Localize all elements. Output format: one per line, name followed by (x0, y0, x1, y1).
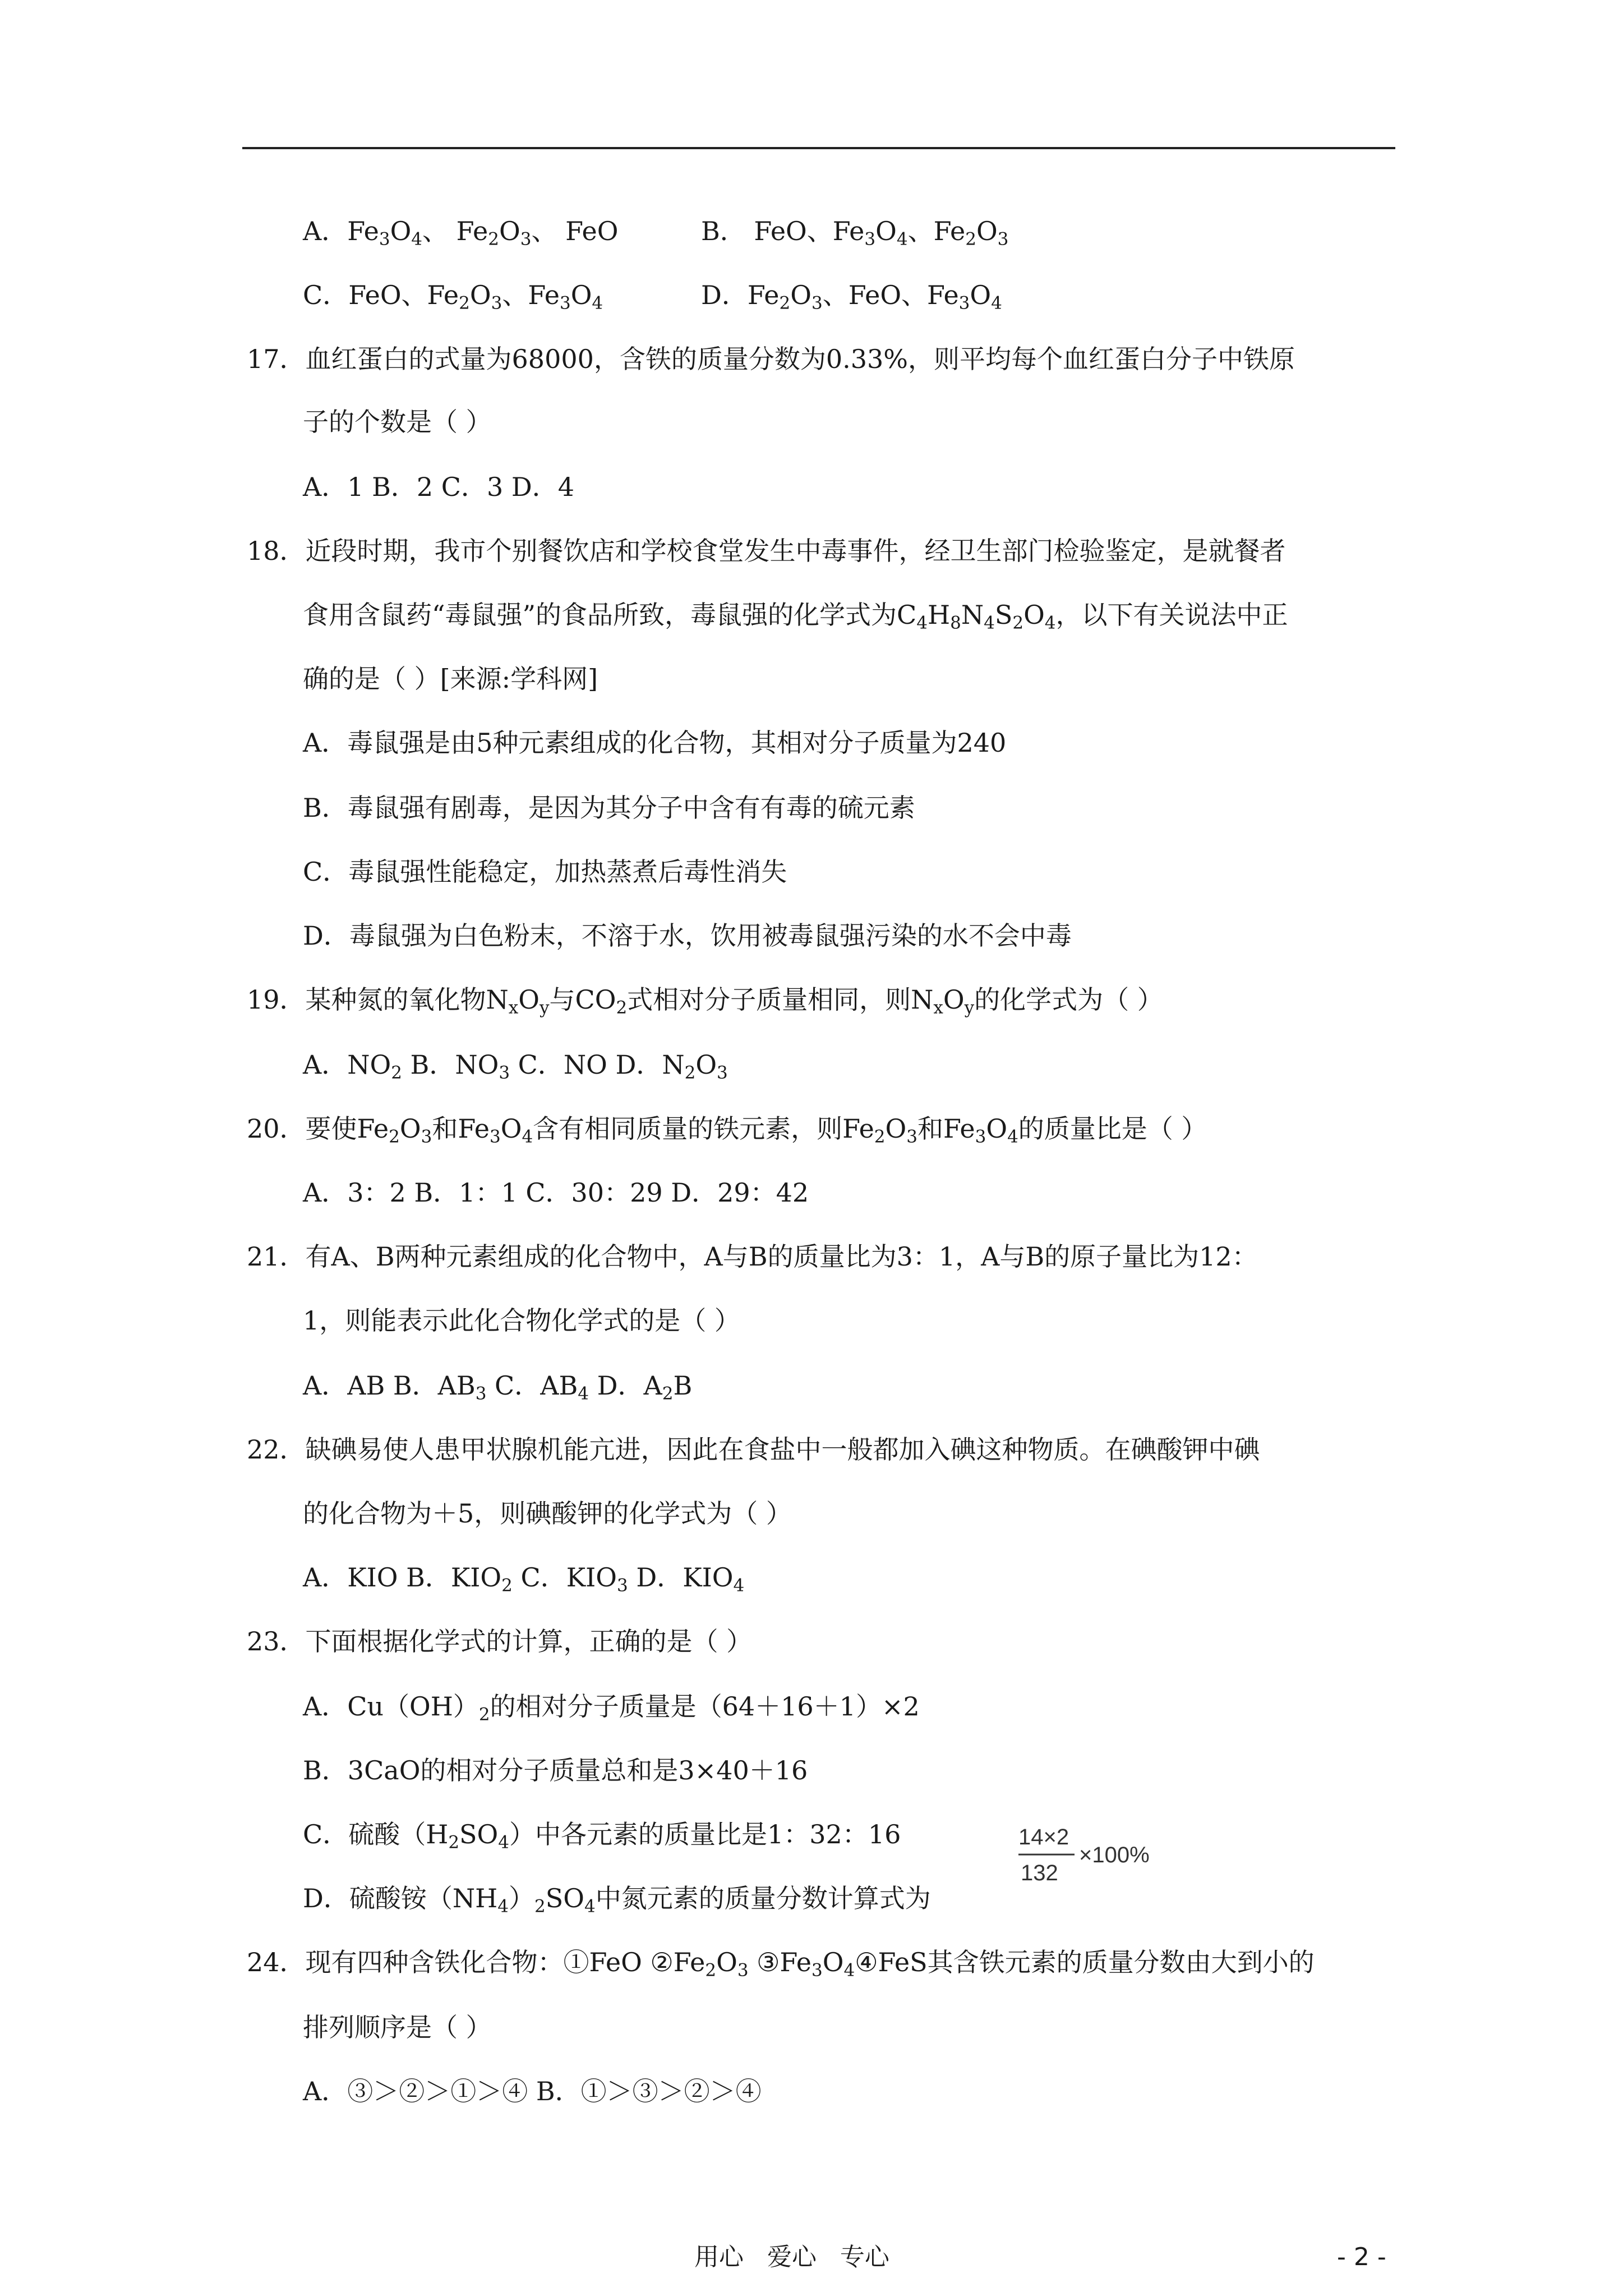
subscript: 3 (958, 293, 970, 314)
page-number: - 2 - (1337, 2243, 1386, 2271)
options-24: A．③＞②＞①＞④ B．①＞③＞②＞④ (303, 2076, 762, 2106)
subscript: 4 (584, 1896, 596, 1917)
subscript: 2 (459, 293, 470, 314)
question-17-cont: 子的个数是（ ） (303, 407, 492, 437)
option-18a: A．毒鼠强是由5种元素组成的化合物，其相对分子质量为240 (303, 728, 1007, 758)
subscript: 3 (559, 293, 571, 314)
formula-numerator: 14×2 (1018, 1825, 1069, 1849)
subscript: 4 (498, 1832, 510, 1853)
subscript: 2 (684, 1062, 696, 1083)
option-23d: D．硫酸铵$(NH_4)_2SO_4$中氮元素的质量分数计算式为 (303, 1883, 931, 1917)
subscript: 4 (843, 1960, 855, 1981)
question-23: 23．下面根据化学式的计算，正确的是（ ） (247, 1626, 753, 1657)
option-23a: A．$Cu(OH)_2$的相对分子质量是（64＋16＋1）×2 (303, 1691, 920, 1725)
question-24: 24．现有四种含铁化合物：①FeO $②Fe_2O_3$ $③Fe_3O_4④FeS$其含铁元素的质量分数由大到小的 (247, 1947, 1315, 1981)
formula-denominator: 132 (1021, 1861, 1058, 1885)
subscript: 3 (864, 229, 876, 250)
option-line-16d: D．$Fe_2O_3$、FeO、$Fe_3O_4$ (701, 280, 1002, 314)
subscript: 2 (534, 1896, 546, 1917)
subscript: 3 (975, 1126, 986, 1147)
option-18b: B．毒鼠强有剧毒，是因为其分子中含有有毒的硫元素 (303, 793, 915, 823)
mass-fraction-formula (1018, 1822, 1187, 1895)
option-18d: D．毒鼠强为白色粉末，不溶于水，饮用被毒鼠强污染的水不会中毒 (303, 921, 1072, 951)
options-20: A．3：2 B．1：1 C．30：29 D．29：42 (303, 1177, 809, 1208)
question-21: 21．有A、B两种元素组成的化合物中，A与B的质量比为3：1，A与B的原子量比为12： (247, 1241, 1258, 1272)
question-18: 18．近段时期，我市个别餐饮店和学校食堂发生中毒事件，经卫生部门检验鉴定，是就餐者 (247, 536, 1286, 566)
option-18c: C．毒鼠强性能稳定，加热蒸煮后毒性消失 (303, 857, 787, 887)
subscript: 4 (592, 293, 603, 314)
question-22-cont: 的化合物为＋5，则碘酸钾的化学式为（ ） (303, 1498, 792, 1529)
subscript: 2 (389, 1126, 400, 1147)
subscript: y (540, 997, 550, 1018)
footer-motto: 用心 爱心 专心 (694, 2243, 889, 2271)
option-line-16b: B． FeO、$Fe_3O_4$、$Fe_2O_3$ (701, 216, 1009, 250)
question-18-cont2: 确的是（ ）[来源:学科网] (303, 664, 598, 694)
question-19: 19．某种氮的氧化物$N_xO_y$与$CO_2$式相对分子质量相同，则$N_xO_y$的化学式为（ ） (247, 984, 1163, 1018)
subscript: 3 (379, 229, 390, 250)
subscript: 2 (448, 1832, 460, 1853)
formula-suffix: ×100% (1079, 1843, 1150, 1867)
subscript: 2 (705, 1960, 717, 1981)
header-rule (242, 147, 1395, 149)
subscript: 2 (779, 293, 791, 314)
options-17: A．1 B．2 C．3 D．4 (303, 472, 575, 502)
subscript: 3 (737, 1960, 749, 1981)
options-19: A．$NO_2$ B．$NO_3$ C．NO D．$N_2O_3$ (303, 1050, 728, 1083)
subscript: 4 (916, 613, 928, 633)
subscript: 4 (578, 1383, 589, 1404)
question-24-cont: 排列顺序是（ ） (303, 2012, 492, 2042)
subscript: 2 (391, 1062, 402, 1083)
subscript: x (508, 997, 519, 1018)
subscript: 3 (717, 1062, 728, 1083)
question-20: 20．要使$Fe_2O_3$和$Fe_3O_4$含有相同质量的铁元素，则$Fe_2O_3$和$Fe_3O_4$的质量比是（ ） (247, 1114, 1207, 1147)
subscript: 3 (520, 229, 532, 250)
subscript: 3 (499, 1062, 510, 1083)
subscript: 4 (991, 293, 1002, 314)
subscript: 4 (522, 1126, 533, 1147)
subscript: 3 (475, 1383, 487, 1404)
subscript: 3 (997, 229, 1009, 250)
option-line-16c: C．FeO、$Fe_2O_3$、$Fe_3O_4$ (303, 280, 603, 314)
option-23b: B．3CaO的相对分子质量总和是3×40＋16 (303, 1755, 808, 1786)
subscript: 3 (491, 293, 502, 314)
subscript: 3 (421, 1126, 432, 1147)
subscript: 4 (1044, 613, 1056, 633)
subscript: 4 (497, 1896, 509, 1917)
question-21-cont: 1，则能表示此化合物化学式的是（ ） (303, 1305, 740, 1336)
subscript: 2 (965, 229, 976, 250)
subscript: 4 (733, 1575, 745, 1596)
subscript: 2 (488, 229, 500, 250)
question-18-cont1: 食用含鼠药“毒鼠强”的食品所致，毒鼠强的化学式为$C_4H_8N_4S_2O_4$，以下有关说法中正 (303, 600, 1288, 633)
options-22: A．KIO B．$KIO_2$ C．$KIO_3$ D．$KIO_4$ (303, 1562, 745, 1596)
subscript: 3 (811, 1960, 823, 1981)
option-23c: C．硫酸$(H_2SO_4)$中各元素的质量比是1：32：16 (303, 1819, 901, 1853)
question-22: 22．缺碘易使人患甲状腺机能亢进，因此在食盐中一般都加入碘这种物质。在碘酸钾中碘 (247, 1434, 1260, 1465)
subscript: 4 (1007, 1126, 1018, 1147)
subscript: 2 (662, 1383, 674, 1404)
subscript: 3 (906, 1126, 917, 1147)
subscript: 2 (501, 1575, 513, 1596)
subscript: 4 (984, 613, 995, 633)
subscript: 3 (616, 1575, 628, 1596)
subscript: y (964, 997, 975, 1018)
subscript: 2 (616, 997, 628, 1018)
subscript: 2 (1012, 613, 1024, 633)
subscript: 2 (874, 1126, 886, 1147)
subscript: 8 (950, 613, 961, 633)
subscript: 2 (478, 1704, 490, 1725)
subscript: x (933, 997, 943, 1018)
subscript: 4 (411, 229, 423, 250)
options-21: A．AB B．$AB_3$ C．$AB_4$ D．$A_2B$ (303, 1370, 693, 1404)
option-line-16a: A．$Fe_3O_4$、 $Fe_2O_3$、 FeO (303, 216, 619, 250)
subscript: 3 (489, 1126, 501, 1147)
question-17: 17．血红蛋白的式量为68000，含铁的质量分数为0.33%，则平均每个血红蛋白分子中铁原 (247, 344, 1295, 374)
subscript: 4 (896, 229, 908, 250)
subscript: 3 (811, 293, 823, 314)
